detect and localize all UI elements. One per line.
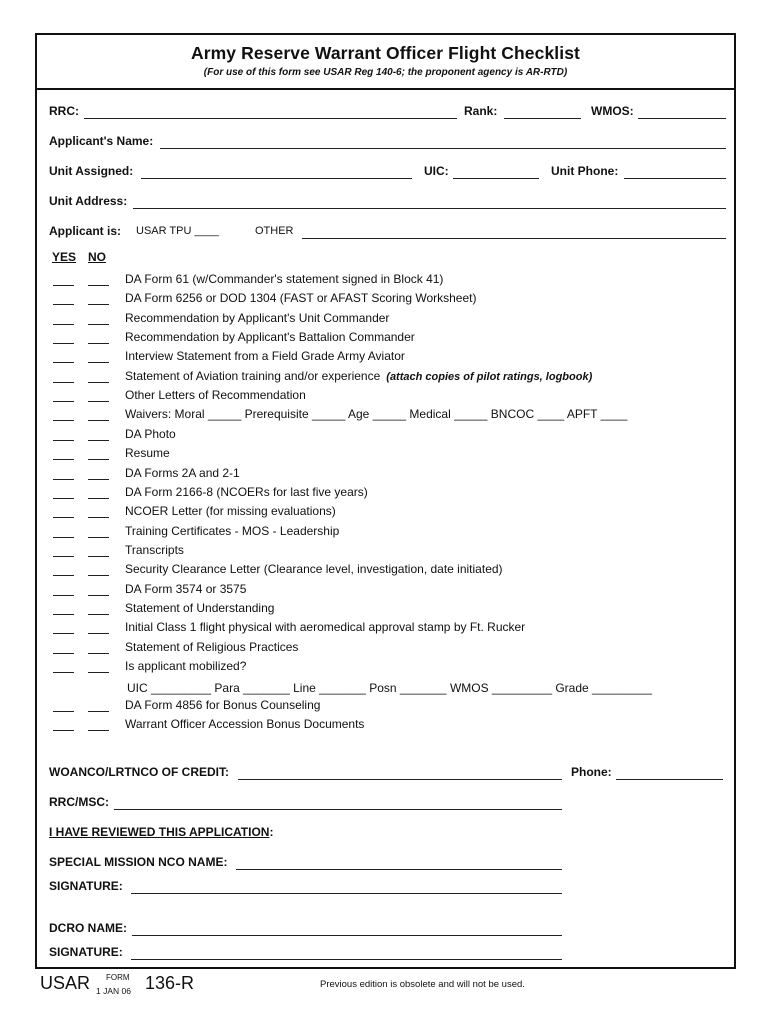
yes-blank[interactable] [53, 401, 74, 402]
checklist-item-text: Statement of Religious Practices [125, 640, 299, 654]
no-blank[interactable] [88, 711, 109, 712]
no-blank[interactable] [88, 324, 109, 325]
applicant-name-field[interactable] [160, 148, 726, 149]
no-blank[interactable] [88, 653, 109, 654]
uic-field[interactable] [453, 178, 539, 179]
checklist-item [37, 406, 734, 425]
no-blank[interactable] [88, 672, 109, 673]
yes-blank[interactable] [53, 614, 74, 615]
checklist-item [37, 484, 734, 503]
checklist-item-label [125, 272, 443, 286]
checklist-item [37, 348, 734, 367]
checklist-item-text: Warrant Officer Accession Bonus Documents [125, 717, 365, 731]
yes-blank[interactable] [53, 653, 74, 654]
checklist-item-text: Transcripts [125, 543, 184, 557]
yes-blank[interactable] [53, 595, 74, 596]
signature1-field[interactable] [131, 893, 562, 894]
yes-blank[interactable] [53, 362, 74, 363]
checklist-item-label [125, 601, 274, 615]
unit-address-label: Unit Address: [49, 194, 128, 208]
no-blank[interactable] [88, 537, 109, 538]
checklist-item-text: DA Forms 2A and 2-1 [125, 466, 240, 480]
aviation-note: (attach copies of pilot ratings, logbook) [386, 371, 593, 383]
row-smnco-name [37, 855, 734, 873]
checklist-item [37, 503, 734, 522]
yes-blank[interactable] [53, 304, 74, 305]
no-blank[interactable] [88, 401, 109, 402]
yes-blank[interactable] [53, 498, 74, 499]
footer-note: Previous edition is obsolete and will not be used. [320, 979, 525, 990]
unit-phone-field[interactable] [624, 178, 726, 179]
yes-blank[interactable] [53, 324, 74, 325]
checklist-item-text: DA Form 6256 or DOD 1304 (FAST or AFAST Scoring Worksheet) [125, 291, 477, 305]
checklist-item-text: DA Form 61 (w/Commander's statement signed in Block 41) [125, 272, 444, 286]
checklist-item-label [125, 330, 415, 344]
yes-blank[interactable] [53, 633, 74, 634]
form-header [37, 35, 734, 90]
checklist-item-label [125, 582, 246, 596]
checklist-item [37, 716, 734, 735]
checklist-item [37, 639, 734, 658]
wmos-field[interactable] [638, 118, 726, 119]
checklist-item [37, 368, 734, 387]
no-blank[interactable] [88, 633, 109, 634]
no-blank[interactable] [88, 517, 109, 518]
checklist-item [37, 445, 734, 464]
no-blank[interactable] [88, 595, 109, 596]
row-woanco [37, 765, 734, 783]
no-blank[interactable] [88, 556, 109, 557]
reviewed-text: I HAVE REVIEWED THIS APPLICATION [49, 825, 270, 839]
phone-label: Phone: [571, 765, 612, 779]
dcro-name-label: DCRO NAME: [49, 921, 127, 935]
yes-column-header: YES [52, 250, 77, 264]
yes-blank[interactable] [53, 711, 74, 712]
checklist-item [37, 426, 734, 445]
signature2-label: SIGNATURE: [49, 945, 123, 959]
checklist-item-text: DA Form 3574 or 3575 [125, 582, 247, 596]
yes-blank[interactable] [53, 575, 74, 576]
rank-field[interactable] [504, 118, 581, 119]
row-rrc-msc [37, 795, 734, 813]
checklist-item-label [125, 427, 176, 441]
other-field[interactable] [302, 238, 726, 239]
yes-blank[interactable] [53, 730, 74, 731]
checklist-item-label [125, 620, 525, 634]
no-blank[interactable] [88, 285, 109, 286]
no-blank[interactable] [88, 362, 109, 363]
row-signature-2 [37, 945, 734, 963]
footer-form-number: 136-R [145, 973, 195, 993]
checklist-item [37, 329, 734, 348]
yes-blank[interactable] [53, 285, 74, 286]
no-blank[interactable] [88, 459, 109, 460]
checklist-item-label [125, 311, 389, 325]
checklist-item-text: Other Letters of Recommendation [125, 388, 306, 402]
yes-blank[interactable] [53, 459, 74, 460]
yes-blank[interactable] [53, 382, 74, 383]
other-option-label: OTHER [255, 225, 294, 237]
unit-address-field[interactable] [133, 208, 726, 209]
checklist-item-label [125, 446, 170, 460]
checklist-item-label [125, 369, 592, 383]
unit-assigned-field[interactable] [141, 178, 412, 179]
checklist-item-text: NCOER Letter (for missing evaluations) [125, 504, 336, 518]
signature1-label: SIGNATURE: [49, 879, 123, 893]
checklist-item [37, 542, 734, 561]
yes-blank[interactable] [53, 517, 74, 518]
smnco-name-label: SPECIAL MISSION NCO NAME: [49, 855, 228, 869]
checklist-item [37, 561, 734, 580]
checklist-item-label [125, 407, 627, 421]
uic-label: UIC: [424, 164, 449, 178]
row-signature-1 [37, 879, 734, 897]
footer-date: 1 JAN 06 [96, 986, 131, 996]
form-subtitle: (For use of this form see USAR Reg 140-6; the proponent agency is AR-RTD) [203, 67, 568, 78]
checklist-item [37, 600, 734, 619]
yes-blank[interactable] [53, 556, 74, 557]
usar-tpu-option[interactable]: USAR TPU ____ [136, 225, 219, 237]
checklist-item-text: Initial Class 1 flight physical with aeromedical approval stamp by Ft. Rucker [125, 620, 526, 634]
phone-field[interactable] [616, 779, 723, 780]
checklist-item-text: DA Photo [125, 427, 176, 441]
no-blank[interactable] [88, 498, 109, 499]
checklist-item-text: Statement of Understanding [125, 601, 275, 615]
no-blank[interactable] [88, 479, 109, 480]
unit-assigned-label: Unit Assigned: [49, 164, 134, 178]
checklist-item-text: Training Certificates - MOS - Leadership [125, 524, 340, 538]
checklist-item-text: DA Form 2166-8 (NCOERs for last five years) [125, 485, 368, 499]
checklist-item-label [125, 388, 306, 402]
checklist-item-text: Interview Statement from a Field Grade Army Aviator [125, 349, 405, 363]
no-blank[interactable] [88, 343, 109, 344]
checklist-item-label [125, 349, 405, 363]
row-unit-address [37, 194, 734, 212]
checklist-item-label [125, 717, 364, 731]
checklist-item-label [125, 504, 336, 518]
signature2-field[interactable] [131, 959, 562, 960]
yes-blank[interactable] [53, 343, 74, 344]
no-blank[interactable] [88, 304, 109, 305]
form-frame [35, 33, 736, 969]
checklist-item-label [125, 562, 503, 576]
dcro-name-field[interactable] [132, 935, 562, 936]
checklist-item [37, 697, 734, 716]
checklist-item [37, 619, 734, 638]
reviewed-colon: : [269, 825, 274, 839]
reviewed-statement [49, 825, 273, 839]
smnco-name-field[interactable] [236, 869, 562, 870]
unit-phone-label: Unit Phone: [551, 164, 619, 178]
row-rrc [37, 104, 734, 122]
row-applicant-name [37, 134, 734, 152]
no-column-header: NO [88, 250, 106, 264]
checklist-item-label [125, 698, 320, 712]
yes-blank[interactable] [53, 440, 74, 441]
checklist-item-label [125, 659, 246, 673]
rank-label: Rank: [464, 104, 498, 118]
checklist-item-label [125, 543, 184, 557]
no-blank[interactable] [88, 420, 109, 421]
wmos-label: WMOS: [591, 104, 634, 118]
checklist-item-text: Waivers: Moral _____ Prerequisite _____ Age _____ Medical _____ BNCOC ____ APFT ____ [125, 407, 628, 421]
yes-blank[interactable] [53, 537, 74, 538]
checklist-item-text: DA Form 4856 for Bonus Counseling [125, 698, 321, 712]
footer-usar: USAR [40, 973, 91, 993]
checklist-item [37, 387, 734, 406]
footer-form-label: FORM [106, 973, 130, 982]
no-blank[interactable] [88, 440, 109, 441]
checklist-item-label [125, 485, 368, 499]
checklist-item [37, 271, 734, 290]
rrc-field[interactable] [84, 118, 457, 119]
yes-blank[interactable] [53, 672, 74, 673]
yes-blank[interactable] [53, 420, 74, 421]
applicant-name-label: Applicant's Name: [49, 134, 154, 148]
checklist-item [37, 581, 734, 600]
checklist-item [37, 658, 734, 677]
no-blank[interactable] [88, 575, 109, 576]
woanco-label: WOANCO/LRTNCO OF CREDIT: [49, 765, 229, 779]
checklist-item-text: Recommendation by Applicant's Unit Commander [125, 311, 390, 325]
no-blank[interactable] [88, 614, 109, 615]
woanco-field[interactable] [238, 779, 562, 780]
row-dcro-name [37, 921, 734, 939]
row-reviewed [37, 825, 734, 843]
row-applicant-is [37, 224, 734, 242]
checklist-item [37, 290, 734, 309]
applicant-is-label: Applicant is: [49, 224, 122, 238]
checklist-item [37, 310, 734, 329]
form-title: Army Reserve Warrant Officer Flight Checklist [191, 43, 580, 63]
no-blank[interactable] [88, 382, 109, 383]
checklist-item-text: Resume [125, 446, 170, 460]
checklist-item [37, 523, 734, 542]
checklist-item-label [125, 466, 240, 480]
mobilized-detail[interactable]: UIC _________ Para _______ Line _______ Posn _______ WMOS _________ Grade _________ [127, 681, 653, 695]
row-unit-assigned [37, 164, 734, 182]
checklist-item-text: Recommendation by Applicant's Battalion Commander [125, 330, 415, 344]
no-blank[interactable] [88, 730, 109, 731]
checklist-item-text: Statement of Aviation training and/or experience [125, 369, 381, 383]
checklist-item [37, 465, 734, 484]
checklist-item-label [125, 291, 476, 305]
yes-blank[interactable] [53, 479, 74, 480]
rrc-msc-field[interactable] [114, 809, 562, 810]
checklist-item-label [125, 640, 298, 654]
rrc-label: RRC: [49, 104, 79, 118]
rrc-msc-label: RRC/MSC: [49, 795, 109, 809]
checklist-item-label [125, 524, 339, 538]
checklist-item-text: Is applicant mobilized? [125, 659, 247, 673]
checklist-item-text: Security Clearance Letter (Clearance level, investigation, date initiated) [125, 562, 503, 576]
